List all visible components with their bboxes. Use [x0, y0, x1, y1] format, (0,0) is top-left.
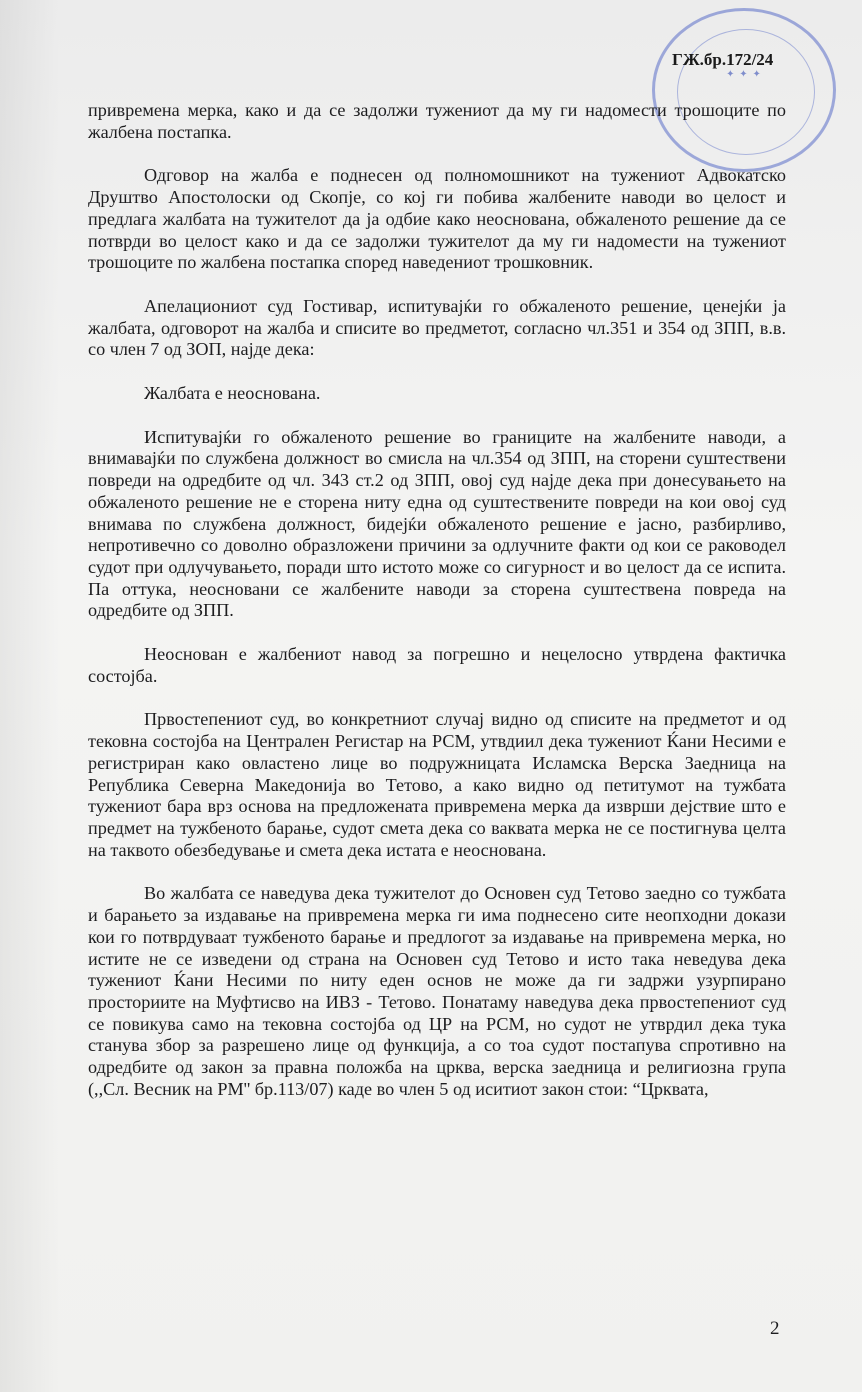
paragraph-1: привремена мерка, како и да се задолжи тужениот да му ги надомести трошоците по жалбена постапка.: [88, 100, 786, 142]
case-number: ГЖ.бр.172/24: [672, 50, 774, 69]
paragraph-7: Првостепениот суд, во конкретниот случај видно од списите на предметот и од тековна состојба на Централен Регистар на РСМ, утвдиил дека тужениот Ќани Несими е регистриран како овластено лице во подружницата Исламска Верска Заедница на Република Северна Македонија во Тетово, а како видно од петитумот на тужбата тужениот бара врз основа на предложената привремена мерка да изврши дејствие што е предмет на тужбеното барање, судот смета дека со ваквата мерка не се постигнува целта на таквото обезбедување и смета дека истата е неоснована.: [88, 709, 786, 860]
paragraph-8: Во жалбата се наведува дека тужителот до Основен суд Тетово заедно со тужбата и барањето за издавање на привремена мерка ги има поднесено сите неопходни докази кои го потврдуваат тужбеното барање и предлогот за издавање на привремена мерка, но истите не се изведени од страна на Основен суд Тетово и исто така неведува дека тужениот Ќани Несими по ниту еден основ не може да ги задржи узурпирано просториите на Муфтисво на ИВЗ - Тетово. Понатаму наведува дека првостепениот суд се повикува само на тековна состојба од ЦР на РСМ, но судот не утврдил дека тука станува збор за разрешено лице од функција, а со тоа судот постапува спротивно на одредбите од закон за правна положба на црква, верска заедница и религиозна група (,,Сл. Весник на РМ'' бр.113/07) каде во член 5 од иситиот закон стои: “Црквата,: [88, 883, 786, 1099]
paragraph-2: Одговор на жалба е поднесен од полномошникот на тужениот Адвокатско Друштво Апостолоски од Скопје, со кој ги побива жалбените наводи во целост и предлага жалбата на тужителот да ја одбие како неоснована, обжаленото решение да се потврди во целост како и да се задолжи тужителот да му ги надомести на тужениот трошоците по жалбена постапка според наведениот трошковник.: [88, 165, 786, 273]
paragraph-5: Испитувајќи го обжаленото решение во границите на жалбените наводи, а внимавајќи по службена должност во смисла на чл.354 од ЗПП, на сторени суштествени повреди на одредбите од чл. 343 ст.2 од ЗПП, овој суд најде дека при донесувањето на обжаленото решение не е сторена ниту една од суштествените повреди на кои овој суд внимава по службена должност, бидејќи обжаленото решение е јасно, разбирливо, непротивечно со доволно образложени причини за одлучните факти од кои се раководел судот при одлучувањето, поради што истото може со сигурност и во целост да се испита. Па оттука, неосновани се жалбените наводи за сторена суштествена повреда на одредбите од ЗПП.: [88, 426, 786, 621]
page-edge-shadow: [0, 0, 60, 1392]
page-number: 2: [770, 1318, 780, 1339]
paragraph-6: Неоснован е жалбениот навод за погрешно и нецелосно утврдена фактичка состојба.: [88, 644, 786, 686]
document-body: [88, 100, 786, 1100]
court-stamp-emblem: ✦ ✦ ✦: [726, 69, 762, 80]
paragraph-3: Апелациониот суд Гостивар, испитувајќи го обжаленото решение, ценејќи ја жалбата, одговорот на жалба и списите во предметот, согласно чл.351 и 354 од ЗПП, в.в. со член 7 од ЗОП, најде дека:: [88, 295, 786, 360]
paragraph-4: Жалбата е неоснована.: [144, 383, 321, 404]
